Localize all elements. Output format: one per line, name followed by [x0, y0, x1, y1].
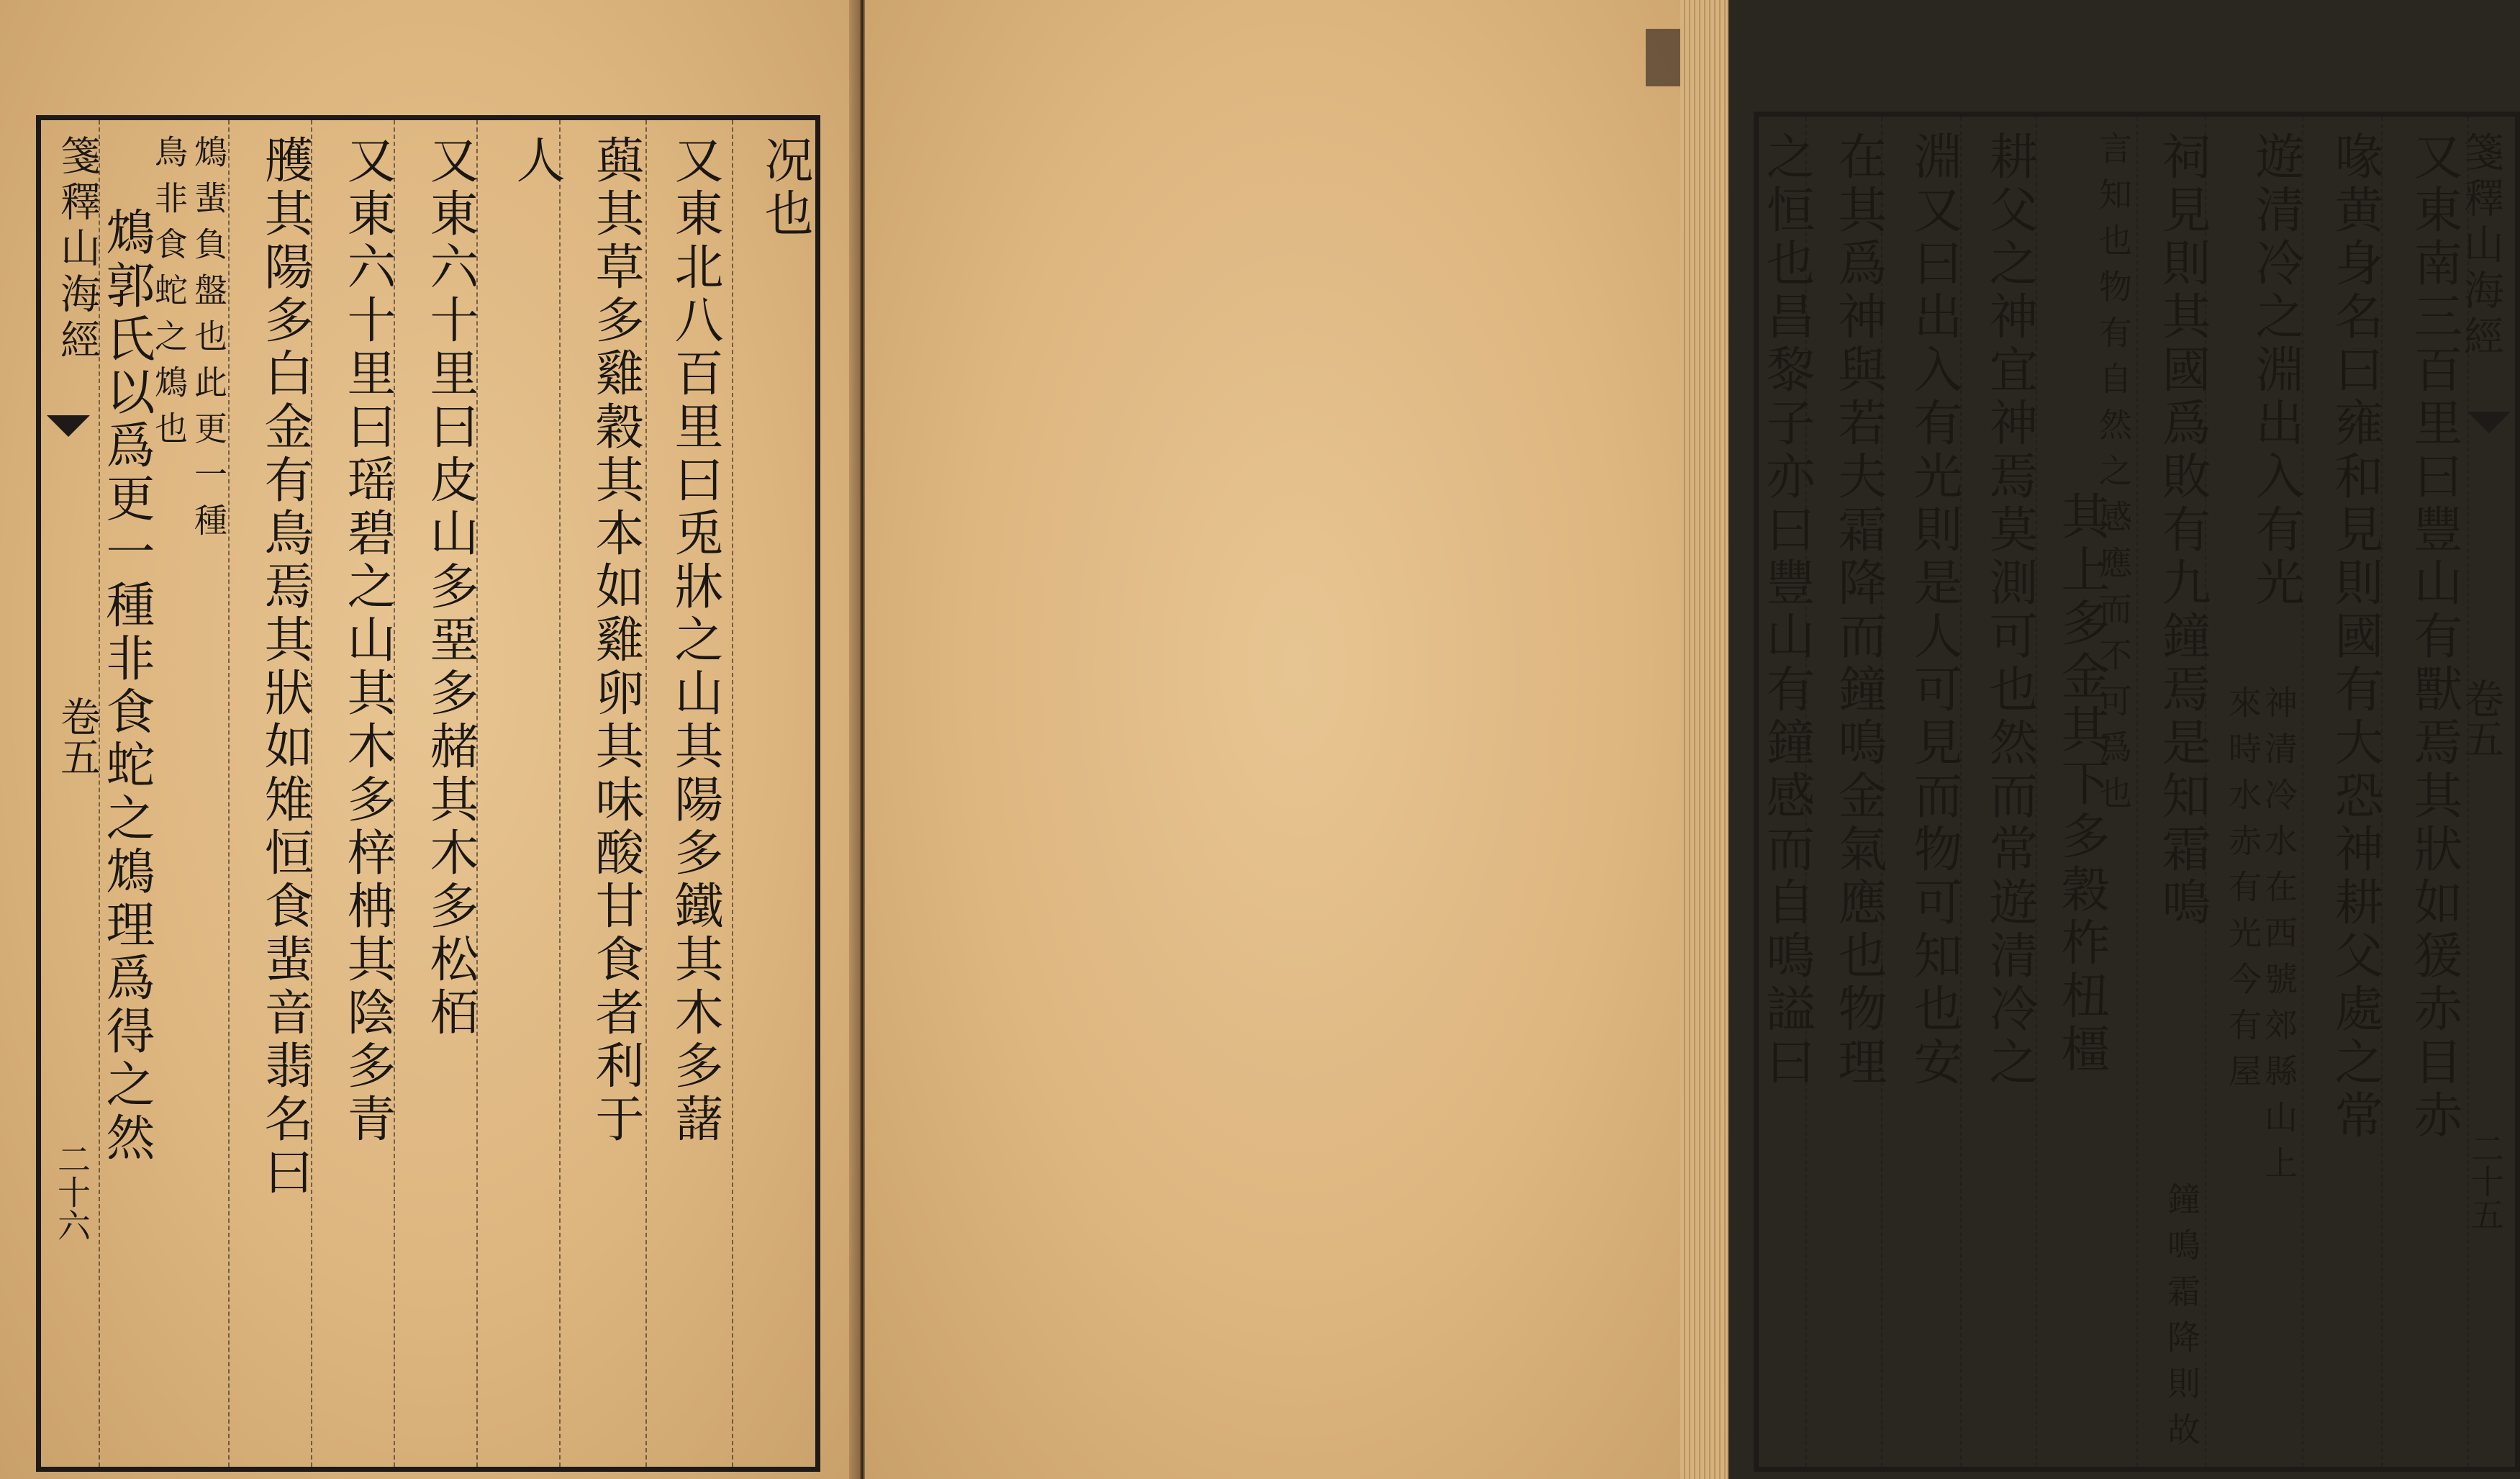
- left-note-2: 鳥非食蛇之鴆也: [150, 135, 189, 457]
- left-col-3: 藇其草多雞穀其本如雞卵其味酸甘食者利于: [587, 135, 644, 1146]
- left-col-6: 又東六十里曰瑶碧之山其木多梓柟其陰多青: [339, 135, 396, 1146]
- left-page: [0, 0, 861, 1479]
- right-leaf-number: 二十五: [2466, 1131, 2505, 1231]
- left-page-frame: [36, 115, 820, 1472]
- right-page: [864, 0, 2505, 1479]
- right-col-7: 淵又曰出入有光則是人可見而物可知也安: [1905, 131, 1962, 1090]
- right-col-5: 其上多金其下多穀柞杻橿: [2053, 491, 2110, 1077]
- page-seal: [1646, 29, 1682, 86]
- left-banxin-title: 箋釋山海經: [54, 135, 101, 365]
- right-col-6: 耕父之神宜神焉莫測可也然而常遊清冷之: [1981, 131, 2038, 1090]
- page-edges: [1680, 0, 1727, 1479]
- right-fishtail: [2467, 412, 2511, 433]
- left-col-4: 人: [508, 135, 565, 188]
- left-col-1: 况也: [756, 135, 813, 241]
- right-col-2: 喙黄身名曰雍和見則國有大恐神耕父處之常: [2326, 131, 2383, 1143]
- right-note-4: 言知也物有自然之感應而不可爲也: [2094, 131, 2133, 822]
- left-col-8: 鴆郭氏以爲更一種非食蛇之鴆理爲得之然: [98, 207, 155, 1165]
- right-juan-number: 卷五: [2457, 678, 2504, 759]
- left-juan-number: 卷五: [54, 696, 101, 777]
- left-col-2: 又東北八百里曰兎牀之山其陽多鐵其木多藷: [666, 135, 723, 1146]
- left-leaf-number: 二十六: [53, 1142, 91, 1241]
- right-page-frame: [1754, 112, 2520, 1472]
- right-col-9: 之恒也昌黎子亦曰豐山有鐘感而自鳴謚曰: [1758, 131, 1815, 1090]
- right-col-1: 又東南三百里曰豐山有獸焉其狀如猨赤目赤: [2406, 131, 2462, 1143]
- left-col-5: 又東六十里曰皮山多堊多赭其木多松栢: [422, 135, 479, 1040]
- left-fishtail: [47, 415, 90, 437]
- right-note-2: 來時水赤有光今有屋: [2224, 685, 2262, 1100]
- right-col-3: 遊清冷之淵出入有光: [2247, 131, 2304, 610]
- left-col-7: 雘其陽多白金有鳥焉其狀如雉恒食蜚音翡名曰: [256, 135, 313, 1200]
- right-col-4: 祠見則其國爲敗有九鐘焉是知霜鳴: [2154, 131, 2211, 930]
- column-rule: [732, 120, 733, 1467]
- right-col-8: 在其爲神與若夫霜降而鐘鳴金氣應也物理: [1830, 131, 1887, 1090]
- right-note-3: 鐘鳴霜降則故: [2162, 1182, 2201, 1458]
- right-banxin-title: 箋釋山海經: [2457, 131, 2504, 361]
- left-note-1: 鴆蜚負盤也此更一種: [189, 135, 228, 549]
- right-note-1: 神清冷水在西號郊縣山上: [2260, 685, 2298, 1192]
